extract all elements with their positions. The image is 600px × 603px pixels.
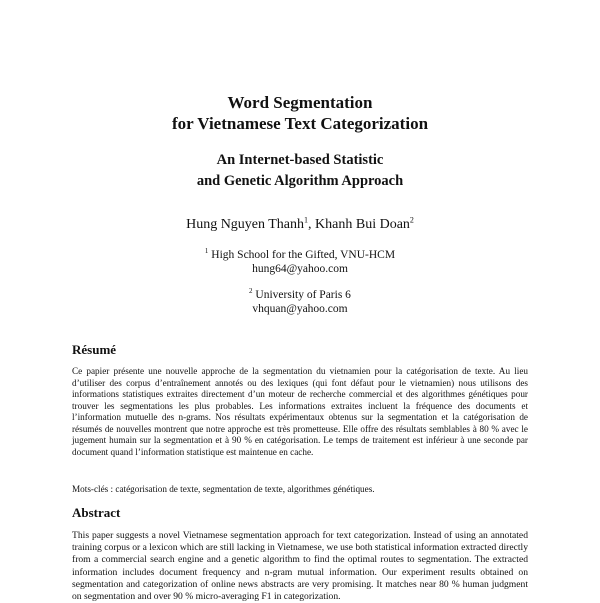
affiliation-2-email: vhquan@yahoo.com xyxy=(252,303,348,315)
resume-paragraph: Ce papier présente une nouvelle approche de la segmentation du vietnamien pour la catégorisation de texte. Au lieu d’utiliser des corpus d’entraînement annotés ou des lexiques (qui font défaut pour le vietnamien) nous utilisons des informations statistiques extraites directement d’un moteur de recherche commercial et des algorithmes génétiques pour trouver les segmentations les plus probables. Les informations extraites incluent la fréquence des documents et l’information mutuelle des n-grams. Nos résultats expérimentaux obtenus sur la segmentation et la catégorisation de résumés de nouvelles montrent que notre approche est très prometteuse. Elle offre des résultats semblables à 80 % avec le jugement humain sur la segmentation et à 90 % en catégorisation. Le temps de traitement est inférieur à une seconde par document quand l’information statistique est maintenue en cache. xyxy=(72,366,528,457)
affiliation-mark: 2 xyxy=(249,287,253,296)
author-name: Khanh Bui Doan xyxy=(315,217,410,232)
author-separator: , xyxy=(308,217,316,232)
paper-title-line-1: Word Segmentation xyxy=(227,93,373,112)
affiliation-institution: University of Paris 6 xyxy=(255,289,351,301)
author-list xyxy=(0,216,600,234)
author-affiliation-mark: 1 xyxy=(304,215,309,225)
affiliation-1 xyxy=(0,248,600,263)
paper-title-line-2: for Vietnamese Text Categorization xyxy=(171,114,429,133)
affiliation-mark: 1 xyxy=(204,247,209,256)
author-affiliation-mark: 2 xyxy=(409,215,414,225)
paper-subtitle-line-1: An Internet-based Statistic xyxy=(216,152,384,168)
paper-subtitle-line-2: and Genetic Algorithm Approach xyxy=(196,173,404,189)
affiliation-2 xyxy=(0,288,600,303)
affiliation-institution: High School for the Gifted, VNU-HCM xyxy=(211,249,396,261)
resume-heading: Résumé xyxy=(72,342,117,357)
keywords-line: Mots-clés : catégorisation de texte, segmentation de texte, algorithmes génétiques. xyxy=(72,484,375,494)
affiliation-1-email: hung64@yahoo.com xyxy=(252,263,348,275)
author-name: Hung Nguyen Thanh xyxy=(186,217,305,232)
abstract-paragraph: This paper suggests a novel Vietnamese segmentation approach for text categorization. Instead of using an annotated training corpus or a lexicon which are still lacking in Vietnamese, we use both statistical information extracted directly from a commercial search engine and a genetic algorithm to find the optimal routes to segmentation. The extracted information includes document frequency and n-gram mutual information. Our experiment results obtained on segmentation and categorization of online news abstracts are very promising. It matches near 80 % human judgment on segmentation and over 90 % micro-averaging F1 in categorization. xyxy=(72,530,528,603)
abstract-heading: Abstract xyxy=(72,505,121,520)
